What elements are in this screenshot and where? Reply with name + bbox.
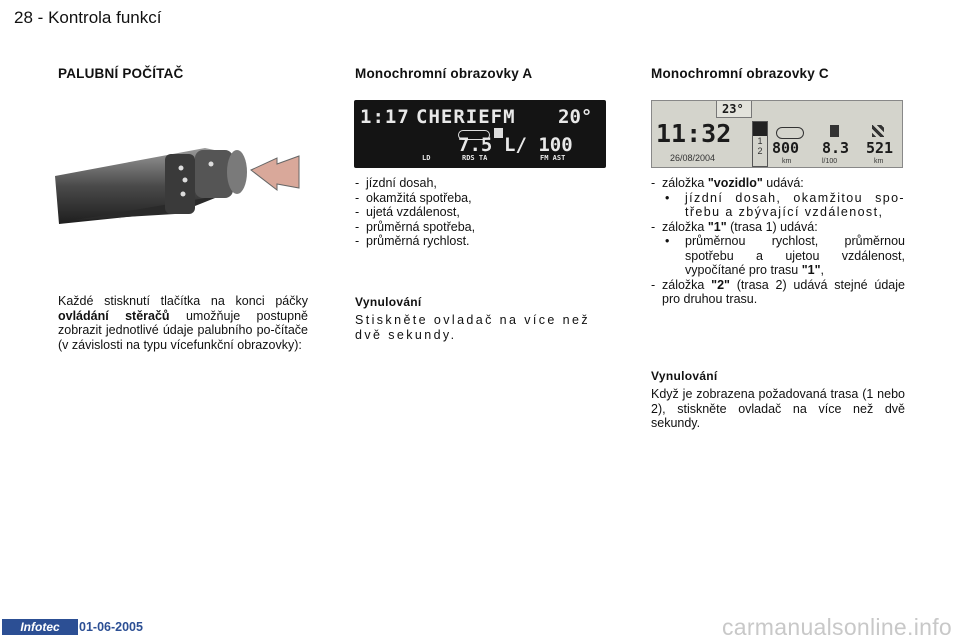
display-c-info-list [651, 176, 905, 307]
display-c-date: 26/08/2004 [670, 153, 716, 163]
display-a-temperature: 20° [558, 106, 593, 128]
watermark: carmanualsonline.info [721, 614, 952, 640]
display-a-label-rds: RDS TA [462, 154, 488, 162]
display-c-temperature: 23° [722, 102, 744, 116]
display-a-unit: L/ 100 [504, 134, 573, 156]
display-c-image [651, 100, 903, 168]
display-c-clock: 11:32 [656, 119, 732, 148]
list-item: - jízdní dosah, [355, 176, 605, 191]
display-c-tab-1: 1 [757, 136, 763, 146]
section-heading-display-a: Monochromní obrazovky A [355, 66, 533, 81]
display-c-tab-strip [752, 121, 768, 167]
list-item: - průměrná spotřeba, [355, 220, 605, 235]
page-header [14, 8, 161, 28]
reset-text-a: Stiskněte ovladač na více než dvě sekundy. [355, 313, 590, 342]
display-c-value-distance: 521 [866, 139, 894, 157]
section-heading-display-c: Monochromní obrazovky C [651, 66, 829, 81]
header-separator: - [37, 8, 44, 27]
fuel-pump-icon [494, 128, 503, 138]
list-item: - záložka "1" (trasa 1) udává: [651, 220, 905, 235]
wiper-control-term: ovládání stěračů [58, 308, 170, 323]
wiper-stalk-illustration [55, 128, 305, 238]
display-a-clock: 1:17 [360, 106, 410, 128]
display-c-value-range: 800 [772, 139, 800, 157]
list-subitem: • průměrnou rychlost, průměrnou spotřebu a ujetou vzdálenost, vypočítané pro trasu "1", [651, 234, 905, 278]
footer-date: 01-06-2005 [79, 620, 143, 634]
page-title: Kontrola funkcí [48, 8, 162, 27]
reset-heading-a: Vynulování [355, 295, 422, 309]
display-a-consumption: 7.5 [458, 134, 493, 156]
page-number: 28 [14, 8, 33, 27]
display-a-label-ld: LD [422, 154, 431, 162]
display-a-radio-station: CHERIEFM [416, 106, 516, 128]
finish-flag-icon [872, 125, 884, 137]
list-item: - průměrná rychlost. [355, 234, 605, 249]
display-c-unit-range: km [782, 158, 792, 165]
svg-text:·: · [119, 216, 121, 222]
list-item: - okamžitá spotřeba, [355, 191, 605, 206]
reset-heading-c: Vynulování [651, 369, 718, 383]
display-a-label-fm: FM AST [540, 154, 566, 162]
list-item: - záložka "vozidlo" udává: [651, 176, 905, 191]
intro-paragraph: Každé stisknutí tlačítka na konci páčky ovládání stěračů umožňuje postupně zobrazit jednotlivé údaje palubního po-čítače (v závislosti na typu vícefunkční obrazovky): [58, 294, 308, 352]
section-heading-trip-computer: PALUBNÍ POČÍTAČ [58, 66, 184, 81]
display-a-image [354, 100, 606, 168]
display-c-unit-consumption: l/100 [822, 158, 838, 165]
vehicle-tab-icon [753, 122, 767, 136]
display-c-value-consumption: 8.3 [822, 139, 850, 157]
display-a-info-list [355, 176, 605, 249]
infotec-logo: Infotec [2, 619, 78, 635]
display-c-unit-distance: km [874, 158, 884, 165]
display-c-tab-2: 2 [757, 146, 763, 156]
list-subitem: • jízdní dosah, okamžitou spo-třebu a zbývající vzdálenost, [651, 191, 905, 220]
car-icon [776, 127, 804, 139]
list-item: - ujetá vzdálenost, [355, 205, 605, 220]
reset-text-c: Když je zobrazena požadovaná trasa (1 nebo 2), stiskněte ovladač na více než dvě sekundy. [651, 387, 905, 430]
list-item: - záložka "2" (trasa 2) udává stejné údaje pro druhou trasu. [651, 278, 905, 307]
fuel-pump-icon [830, 125, 839, 137]
